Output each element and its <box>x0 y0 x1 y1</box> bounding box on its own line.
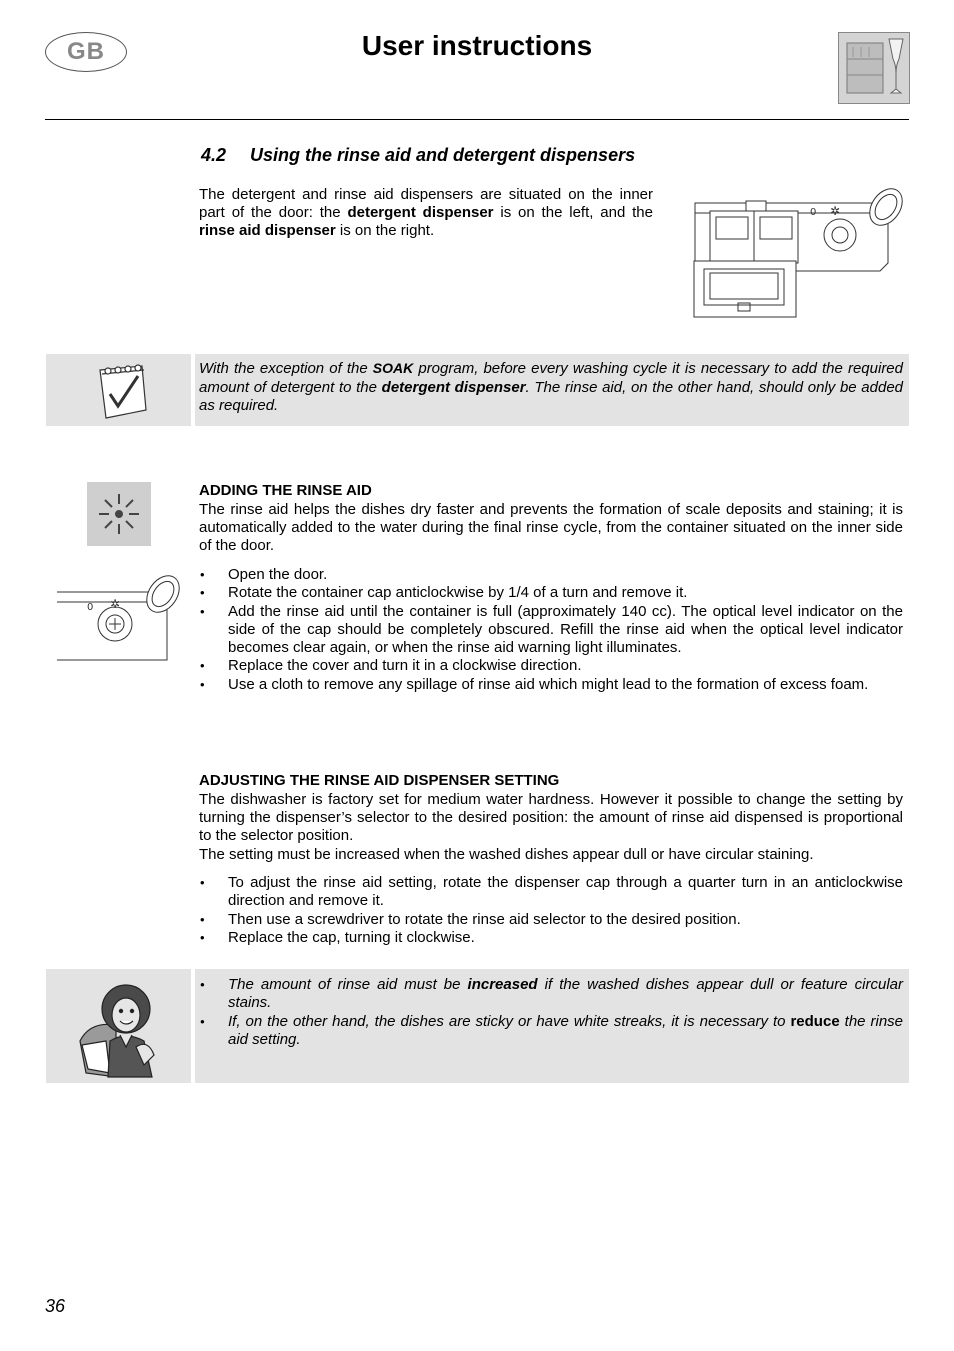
list-item: • Add the rinse aid until the container is full (approximately 140 cc). The optical level indicator on the side of the cap should be completely obscured. Refill the rinse aid when the optical level indicator becomes clear again, or when the rinse aid warning light illuminates. <box>199 603 903 658</box>
list-item: • To adjust the rinse aid setting, rotate the dispenser cap through a quarter turn in an anticlockwise direction and remove it. <box>199 874 903 911</box>
list-item: • Use a cloth to remove any spillage of rinse aid which might lead to the formation of excess foam. <box>199 676 903 694</box>
section-number: 4.2 <box>201 145 227 165</box>
tip-item: • If, on the other hand, the dishes are sticky or have white streaks, it is necessary to reduce the rinse aid setting. <box>199 1013 903 1050</box>
list-item: • Then use a screwdriver to rotate the rinse aid selector to the desired position. <box>199 911 903 929</box>
notepad-check-icon <box>46 354 191 426</box>
adjusting-body: The dishwasher is factory set for medium water hardness. However it possible to change the setting by turning the dispenser’s selector to the desired position: the amount of rinse aid dispensed is proportional to the selector position. The setting must be increased when the washed dishes appear dull or have circular staining. <box>199 791 903 863</box>
svg-text:✲: ✲ <box>110 597 121 611</box>
list-item: • Open the door. <box>199 566 903 584</box>
list-item: • Rotate the container cap anticlockwise by 1/4 of a turn and remove it. <box>199 584 903 602</box>
assistant-woman-icon <box>46 969 191 1083</box>
note-text-panel <box>195 354 909 426</box>
note-icon-panel <box>46 354 191 426</box>
language-badge: GB <box>45 32 127 72</box>
tip-icon-panel <box>46 969 191 1083</box>
header-rule <box>45 119 909 120</box>
rinse-aid-cap-illustration <box>55 574 185 668</box>
adjusting-steps <box>199 874 903 947</box>
section-title: Using the rinse aid and detergent dispensers <box>250 145 636 165</box>
svg-text:0: 0 <box>87 602 94 613</box>
page-title: User instructions <box>361 30 593 61</box>
rinse-aid-body: The rinse aid helps the dishes dry faster and prevents the formation of scale deposits and staining; it is automatically added to the water during the final rinse cycle, from the container situated on the inner side of the door. <box>199 501 903 555</box>
rinse-aid-sun-icon <box>87 482 151 546</box>
svg-text:✲: ✲ <box>830 204 841 218</box>
page-number: 36 <box>45 1296 66 1316</box>
list-item: • Replace the cover and turn it in a clockwise direction. <box>199 657 903 675</box>
dispenser-illustration <box>690 183 910 319</box>
list-item: • Replace the cap, turning it clockwise. <box>199 929 903 947</box>
section-heading <box>201 145 635 166</box>
tip-text-panel <box>195 969 909 1083</box>
svg-text:0: 0 <box>810 207 817 218</box>
note-text: With the exception of the SOAK program, before every washing cycle it is necessary to add the required amount of detergent to the detergent dispenser. The rinse aid, on the other hand, should only be added as required. <box>199 360 904 414</box>
rinse-aid-heading: ADDING THE RINSE AID <box>199 482 372 499</box>
intro-paragraph: The detergent and rinse aid dispensers are situated on the inner part of the door: the detergent dispenser is on the left, and the rinse aid dispenser is on the right. <box>199 186 653 240</box>
dishwasher-glass-icon <box>838 32 910 104</box>
tip-item: • The amount of rinse aid must be increased if the washed dishes appear dull or feature circular stains. <box>199 976 903 1013</box>
adjusting-heading: ADJUSTING THE RINSE AID DISPENSER SETTING <box>199 772 560 789</box>
rinse-aid-steps <box>199 566 903 694</box>
